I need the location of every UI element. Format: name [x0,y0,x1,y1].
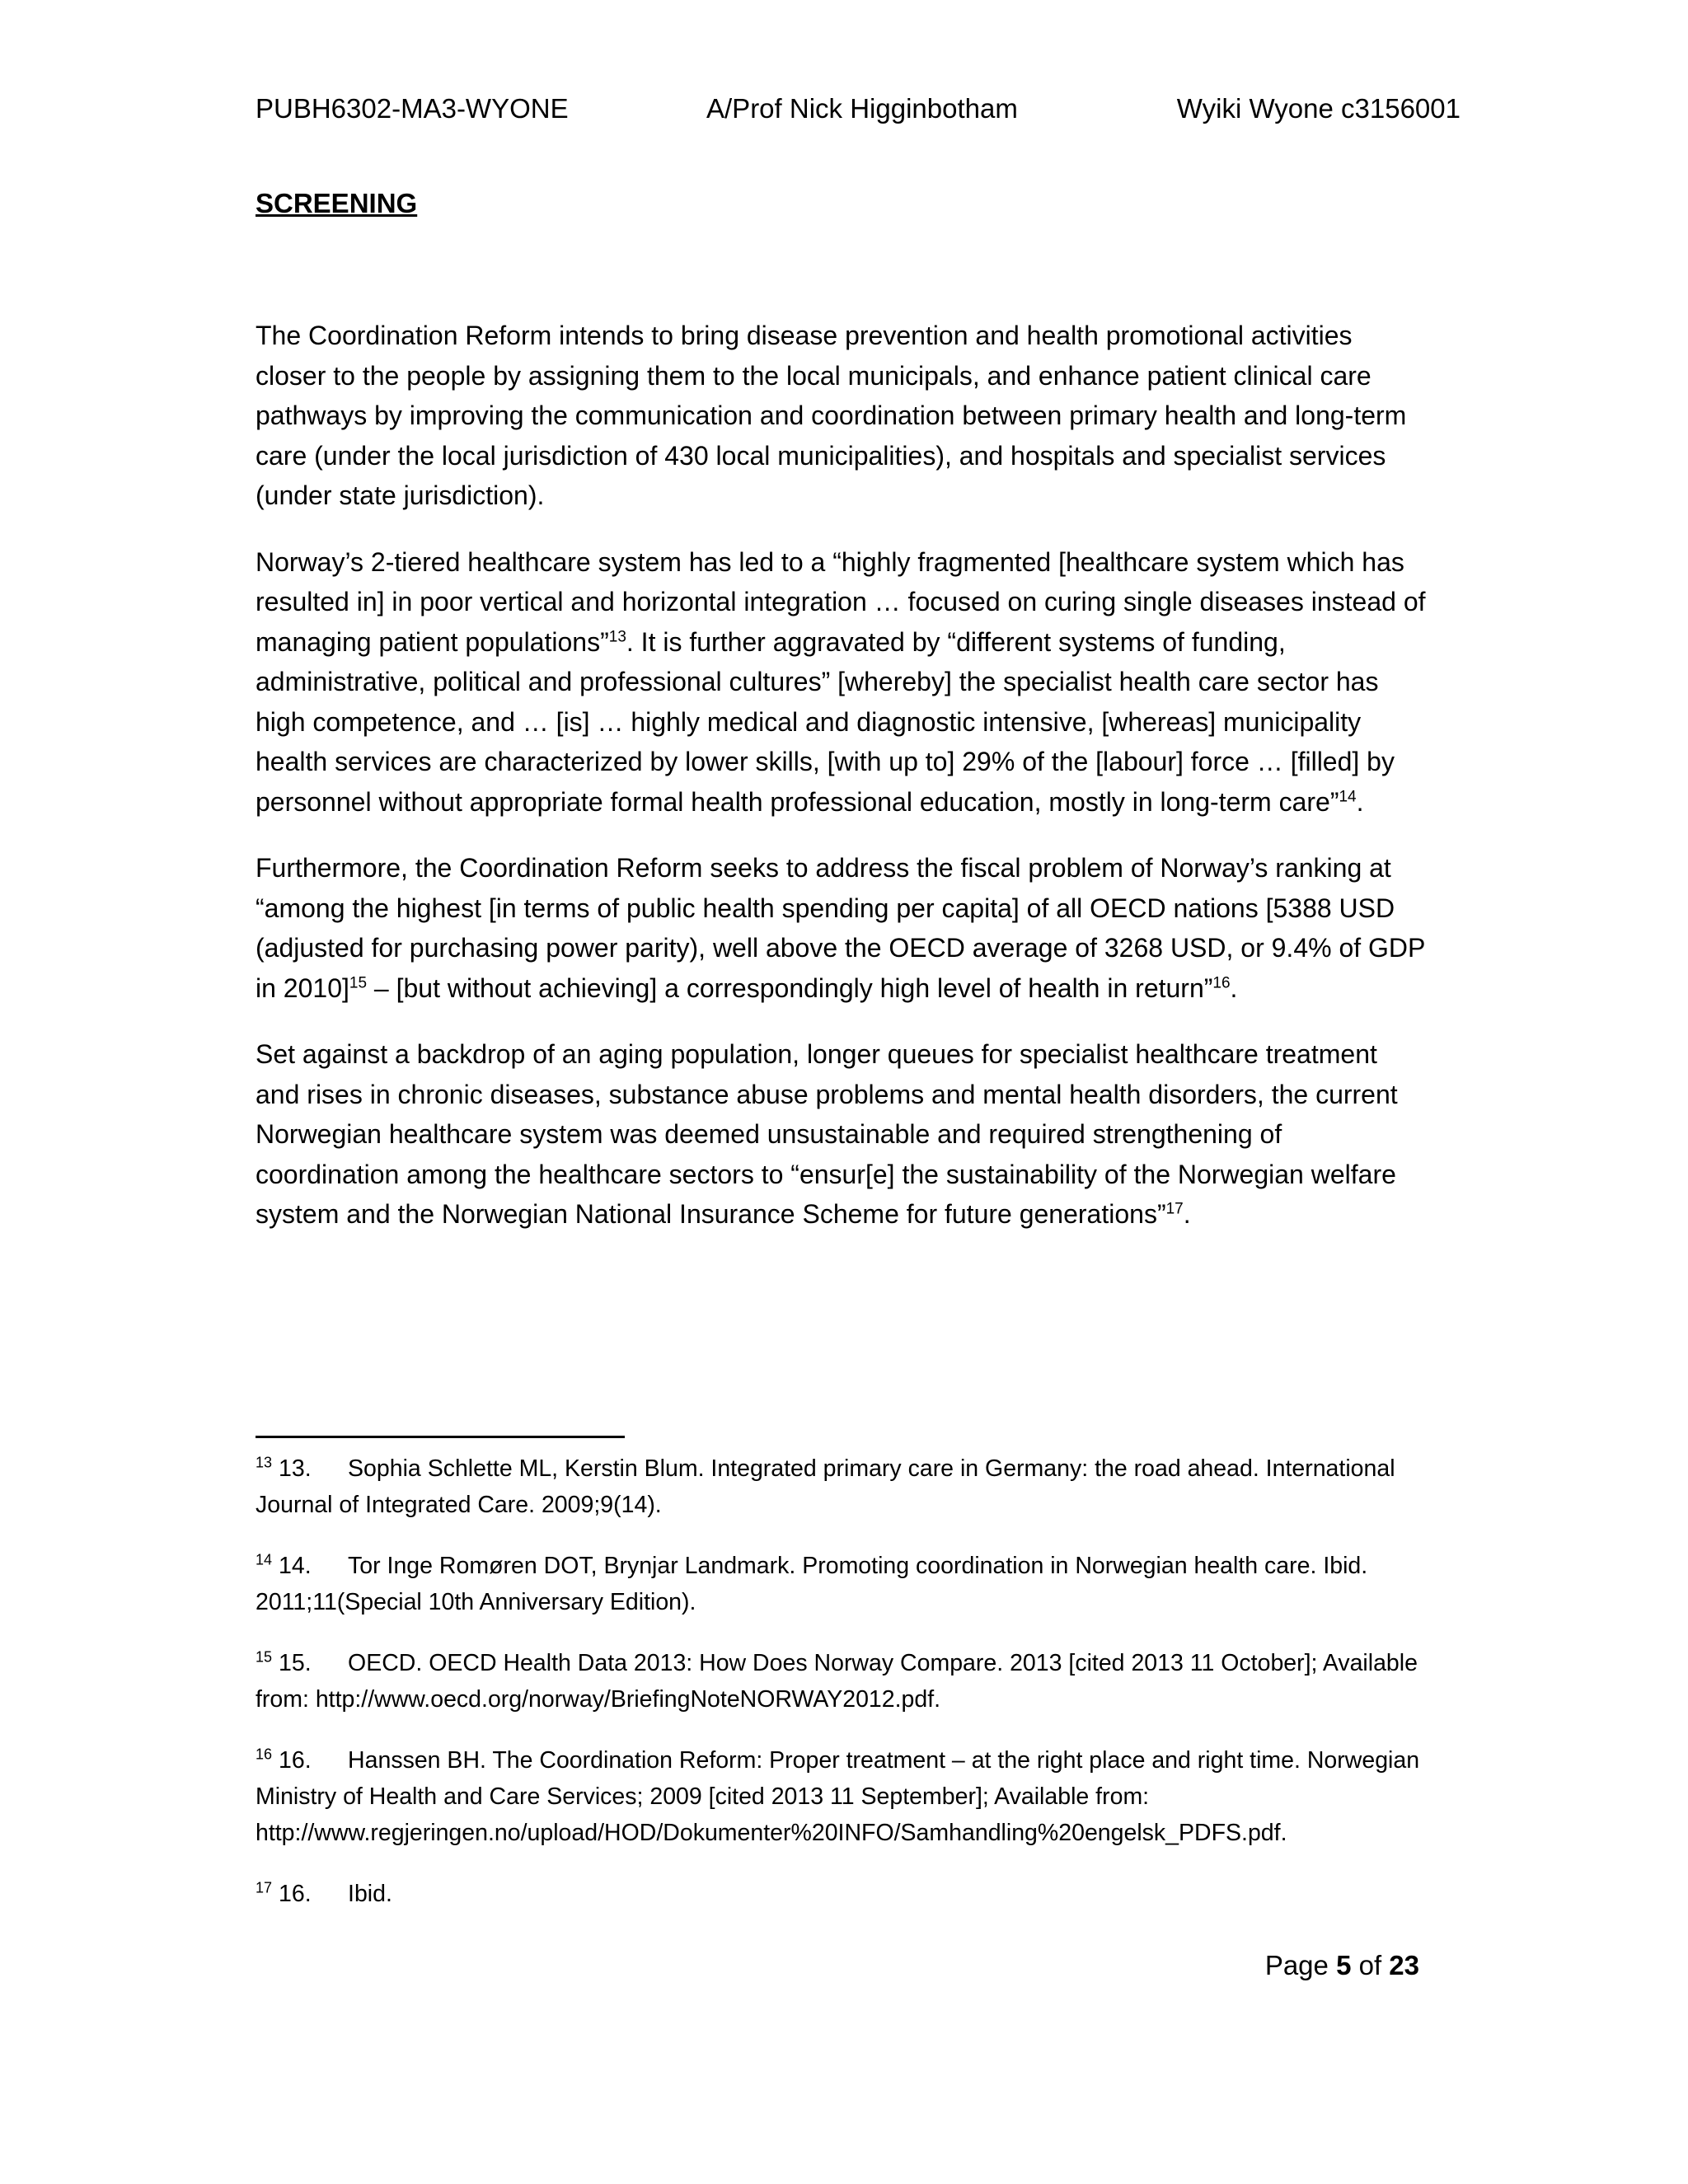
footnote-17 [256,1876,1434,1912]
body-text [256,316,1426,1261]
paragraph-3-text-b: – [but without achieving] a correspondingly high level of health in return” [367,972,1213,1003]
footnote-text: Sophia Schlette ML, Kerstin Blum. Integrated primary care in Germany: the road ahead. International Journal of Integrated Care. 2009;9(14). [256,1455,1395,1518]
footnote-ref-16[interactable]: 16 [1212,973,1231,991]
page-number-middle: of [1351,1950,1390,1980]
paragraph-2-text-a: Norway’s 2-tiered healthcare system has led to a “highly fragmented [healthcare system which has resulted in] in poor vertical and horizontal integration … focused on curing single diseases instead of managing patient populations” [256,546,1426,657]
footnote-ref-13[interactable]: 13 [608,627,626,645]
page-number-current: 5 [1336,1950,1352,1980]
page-number-prefix: Page [1264,1950,1337,1980]
footnote-marker: 15 [256,1648,273,1666]
paragraph-2-text-c: . [1356,786,1364,817]
footnote-number: 14. [279,1553,312,1579]
footnote-number: 16. [279,1747,312,1774]
paragraph-1-text: The Coordination Reform intends to bring disease prevention and health promotional activities closer to the people by assigning them to the local municipals, and enhance patient clinical care pathways by improving the communication and coordination between primary health and long-term care (under the local jurisdiction of 430 local municipalities), and hospitals and specialist services (under state jurisdiction). [256,321,1407,510]
paragraph-3 [256,848,1426,1008]
footnote-ref-17[interactable]: 17 [1165,1200,1184,1218]
footnote-15 [256,1645,1434,1718]
paragraph-1 [256,316,1426,516]
footnote-number: 13. [279,1455,312,1482]
footnote-text: Tor Inge Romøren DOT, Brynjar Landmark. Promoting coordination in Norwegian health care. Ibid. 2011;11(Special 10th Anniversary Edition). [256,1553,1368,1615]
header-instructor: A/Prof Nick Higginbotham [706,93,1018,124]
header-course-code: PUBH6302-MA3-WYONE [256,93,569,124]
paragraph-4-text-a: Set against a backdrop of an aging population, longer queues for specialist healthcare treatment and rises in chronic diseases, substance abuse problems and mental health disorders, the current Norwegian healthcare system was deemed unsustainable and required strengthening of coordination among the healthcare sectors to “ensur[e] the sustainability of the Norwegian welfare system and the Norwegian National Insurance Scheme for future generations” [256,1039,1398,1229]
footnote-marker: 14 [256,1551,273,1568]
footnote-marker: 16 [256,1746,273,1763]
paragraph-4 [256,1034,1426,1235]
section-heading: SCREENING [256,188,418,218]
footnote-ref-15[interactable]: 15 [349,973,368,991]
page-number [1265,1947,1419,1984]
paragraph-4-text-b: . [1183,1199,1191,1229]
paragraph-3-text-c: . [1230,972,1238,1003]
footnote-ref-14[interactable]: 14 [1339,787,1357,805]
footnote-number: 16. [279,1881,312,1907]
footnote-marker: 13 [256,1454,273,1471]
footnote-16 [256,1742,1434,1851]
paragraph-2 [256,542,1426,823]
header-author: Wyiki Wyone c3156001 [1176,93,1461,124]
page-header [256,91,1461,127]
footnote-text[interactable]: OECD. OECD Health Data 2013: How Does Norway Compare. 2013 [cited 2013 11 October]; Available from: http://www.oecd.org/norway/BriefingNoteNORWAY2012.pdf. [256,1650,1418,1713]
footnote-text[interactable]: Hanssen BH. The Coordination Reform: Proper treatment – at the right place and right time. Norwegian Ministry of Health and Care Services; 2009 [cited 2013 11 September]; Available from: http://www.regjeringen.no/upload/HOD/Dokumenter%20INFO/Samhandling%20engelsk_PDFS.pdf. [256,1747,1420,1846]
footnote-number: 15. [279,1650,312,1676]
footnote-text: Ibid. [348,1881,392,1907]
footnote-separator [256,1436,625,1438]
footnote-14 [256,1548,1434,1620]
page-number-total: 23 [1389,1950,1419,1980]
paragraph-3-text-a: Furthermore, the Coordination Reform seeks to address the fiscal problem of Norway’s ranking at “among the highest [in terms of public health spending per capita] of all OECD nations [5388 USD (adjusted for purchasing power parity), well above the OECD average of 3268 USD, or 9.4% of GDP in 2010] [256,853,1425,1003]
footnote-13 [256,1451,1434,1523]
paragraph-2-text-b: . It is further aggravated by “different systems of funding, administrative, political and professional cultures” [whereby] the specialist health care sector has high competence, and … [is] … highly medical and diagnostic intensive, [whereas] municipality health services are characterized by lower skills, [with up to] 29% of the [labour] force … [filled] by personnel without appropriate formal health professional education, mostly in long-term care” [256,626,1395,817]
footnotes [256,1451,1434,1937]
footnote-marker: 17 [256,1879,273,1896]
